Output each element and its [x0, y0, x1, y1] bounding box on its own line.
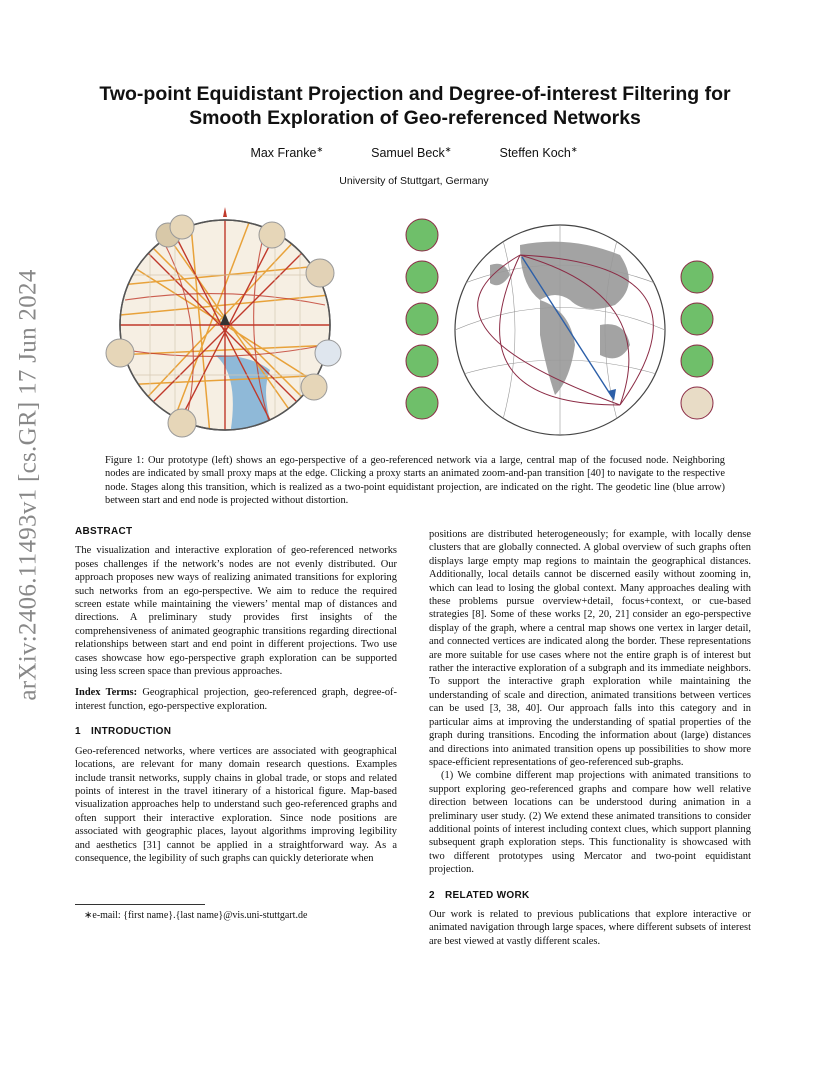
paper-title: Two-point Equidistant Projection and Degree-of-interest Filtering for Smooth Exploration of Geo-referenced Networks	[99, 83, 731, 129]
index-terms-label: Index Terms:	[75, 687, 138, 699]
related-work-heading: 2 RELATED WORK	[429, 889, 530, 901]
intro-paragraph-continued: positions are distributed heterogeneously; for example, with locally dense clusters that are globally connected. A global overview of such graphs often displays large empty map regions to maintain the geographical distances. Additionally, local details cannot be discerned easily without zooming in, which can lead to losing the global context. Many approaches dealing with these problems pursue overview+detail, focus+context, or cue-based strategies [8]. Some of these works [2, 20, 21] consider an ego-perspective display of the graph, where a central map shows one vertex in larger detail, and connected vertices are indicated along the border. These representations are more suitable for use cases where not the entire graph is of interest but rather the interactive exploration of a subgraph and its immediate neighbors. To support the interactive graph exploration while maintaining the understanding of scale and direction, animated transitions between vertices can be used [3, 38, 40]. Our approach falls into this category and in particular aims at improving the understanding of spatial properties of the graph during transitions. Encoding the information about (large) distances and directions into animated transition opens up possibilities to show more space-efficient representations of geo-referenced sub-graphs.	[429, 529, 751, 768]
proxy-map[interactable]	[315, 340, 341, 366]
stage-thumbnail	[681, 387, 713, 419]
proxy-map[interactable]	[168, 409, 196, 437]
stage-thumbnail	[406, 387, 438, 419]
two-point-equidistant-globe	[455, 225, 665, 435]
figure-1	[100, 205, 730, 445]
right-column	[429, 528, 751, 948]
arxiv-stamp-text: arXiv:2406.11493v1 [cs.GR] 17 Jun 2024	[15, 269, 42, 701]
author: Samuel Beck∗	[371, 145, 452, 161]
footnote: ∗e-mail: {first name}.{last name}@vis.uni-stuttgart.de	[84, 910, 308, 921]
stage-thumbnail	[681, 261, 713, 293]
figure-caption: Figure 1: Our prototype (left) shows an ego-perspective of a geo-referenced network via a large, central map of the focused node. Neighboring nodes are indicated by small proxy maps at the edge. Clicking a proxy starts an animated zoom-and-pan transition [40] to navigate to the respective node. Stages along this transition, which is realized as a two-point equidistant projection, are indicated on the right. The geodetic line (blue arrow) between start and end node is projected without distortion.	[105, 455, 725, 506]
proxy-map[interactable]	[306, 259, 334, 287]
stage-thumbnail	[406, 345, 438, 377]
proxy-map[interactable]	[301, 374, 327, 400]
contributions-paragraph: (1) We combine different map projections with animated transitions to support exploring geo-referenced graphs and compare how well relative direction between locations can be understood during animation in a preliminary user study. (2) We extend these animated transitions to consider additional points of interest including context clues, which support planning subsequent graph exploration steps. This functionality is showcased with two different prototypes using Mercator and two-point equidistant projection.	[429, 770, 751, 876]
proxy-map[interactable]	[259, 222, 285, 248]
introduction-heading: 1 INTRODUCTION	[75, 726, 172, 738]
abstract-text: The visualization and interactive exploration of geo-referenced networks poses challenges if the network’s nodes are not evenly distributed. Our approach proposes new ways of realizing animated transitions for exploring such networks from an ego-perspective. We aim to reduce the required screen estate while maintaining the viewers’ mental map of distances and directions. A preliminary study provides first insights of the comprehensiveness of animated geographic transitions regarding directional relationships between start and end point in different projections. Two use cases showcase how ego-perspective graph exploration can be supported using less screen space than previous approaches.	[75, 545, 397, 678]
ego-perspective-map	[115, 207, 335, 435]
proxy-map[interactable]	[106, 339, 134, 367]
abstract-heading: ABSTRACT	[75, 526, 133, 537]
stage-thumbnail	[681, 345, 713, 377]
author: Max Franke∗	[250, 145, 324, 161]
stage-thumbnail	[406, 219, 438, 251]
stage-thumbnail	[406, 261, 438, 293]
related-work-paragraph: Our work is related to previous publications that explore interactive or animated navigation through large spaces, where different subsets of interest are best viewed at vastly different scales.	[429, 908, 751, 947]
author-list	[0, 145, 828, 160]
stage-thumbnail	[681, 303, 713, 335]
figure-1-illustration	[100, 205, 730, 445]
author: Steffen Koch∗	[499, 145, 578, 161]
index-terms-text: Geographical projection, geo-referenced graph, degree-of-interest function, ego-perspective exploration.	[75, 687, 397, 712]
proxy-map[interactable]	[170, 215, 194, 239]
introduction-paragraph: Geo-referenced networks, where vertices are associated with geographical locations, are relevant for many domain research questions. Examples include transit networks, supply chains in global trade, or stops and related points of interest in the travel itinerary of a historical figure. Map-based visualization approaches help to understand such geo-referenced graphs and often support their interactive exploration. Since node positions are associated with geographic places, layout algorithms improving legibility and aesthetics [31] cannot be applied in a straightforward way. As a consequence, the legibility of such graphs can quickly deteriorate when	[75, 745, 397, 864]
affiliation: University of Stuttgart, Germany	[339, 175, 489, 187]
index-terms	[75, 686, 397, 713]
stage-thumbnail	[406, 303, 438, 335]
arxiv-stamp	[10, 269, 48, 701]
left-column	[75, 525, 397, 865]
footnote-rule	[75, 904, 205, 905]
